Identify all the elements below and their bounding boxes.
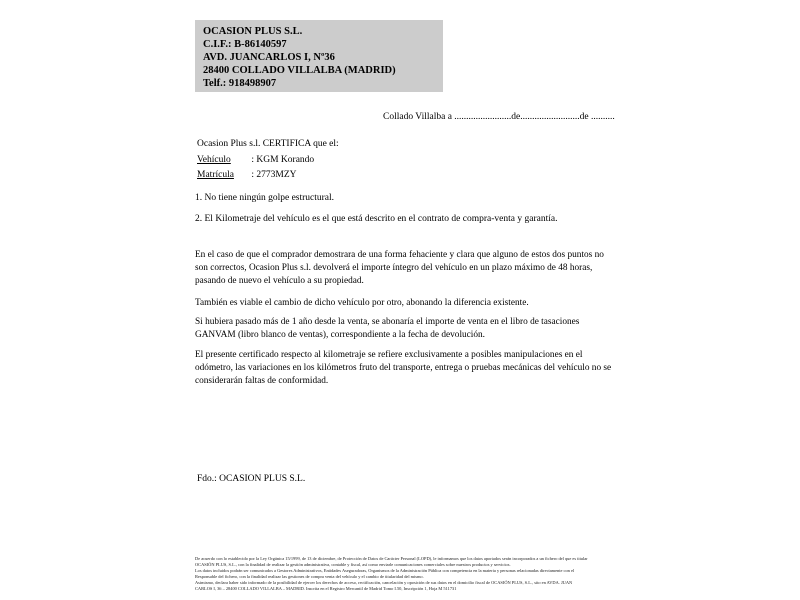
- company-city: 28400 COLLADO VILLALBA (MADRID): [203, 65, 396, 76]
- legal-line-3: Los datos incluidos podrán ser comunicados a Gestores Administrativos, Entidades Aseguradoras, Organismos de la Administración Pública con competencia en la materia y personas relacionadas directamente con el: [195, 567, 575, 573]
- company-header-box: [195, 20, 443, 92]
- legal-line-1: De acuerdo con lo establecido por la Ley Orgánica 15/1999, de 13 de diciembre, de Protección de Datos de Carácter Personal (LOPD), le informamos que los datos aportados serán incorporados a un fichero del que es titular: [195, 556, 588, 561]
- company-phone: Telf.: 918498907: [203, 78, 277, 89]
- paragraph-ganvam: Si hubiera pasado más de 1 año desde la venta, se abonaría el importe de venta en el libro de tasaciones GANVAM (libro blanco de ventas), correspondiente a la fecha de devolución.: [195, 317, 580, 340]
- vehicle-value: : KGM Korando: [251, 154, 315, 165]
- plate-value: : 2773MZY: [251, 170, 297, 180]
- legal-line-2: OCASIÓN PLUS, S.L., con la finalidad de realizar la gestión administrativa, contable y fiscal, así como enviarle comunicaciones comerciales sobre nuestros productos y servicios.: [195, 561, 511, 567]
- legal-line-4: Responsable del fichero, con la finalidad realizar las gestiones de compra venta del vehículo y el cambio de titularidad del mismo.: [195, 573, 424, 579]
- vehicle-label: Vehículo: [197, 154, 231, 165]
- company-name: OCASION PLUS S.L.: [203, 26, 303, 37]
- vehicle-line: [197, 153, 339, 169]
- point-structural: 1. No tiene ningún golpe estructural.: [195, 193, 335, 203]
- certify-intro: Ocasion Plus s.l. CERTIFICA que el:: [197, 139, 339, 149]
- signature-line: Fdo.: OCASION PLUS S.L.: [197, 474, 306, 484]
- company-cif: C.I.F.: B-86140597: [203, 39, 287, 50]
- paragraph-odometer: El presente certificado respecto al kilometraje se refiere exclusivamente a posibles manipulaciones en el odómetro, las variaciones en los kilómetros fruto del transporte, entrega o pruebas mecánicas del vehículo no se considerarán faltas de conformidad.: [195, 350, 612, 386]
- paragraph-refund: En el caso de que el comprador demostrara de una forma fehaciente y clara que alguno de estos dos puntos no son correctos, Ocasion Plus s.l. devolverá el importe íntegro del vehículo en un plazo máximo de 48 horas, pasando de nuevo el vehículo a su propiedad.: [195, 250, 604, 286]
- paragraph-exchange: También es viable el cambio de dicho vehículo por otro, abonando la diferencia existente.: [195, 298, 529, 308]
- point-mileage: 2. El Kilometraje del vehículo es el que está descrito en el contrato de compra-venta y garantía.: [195, 214, 558, 224]
- legal-line-6: CARLOS I, 36 – 28400 COLLADO VILLALBA – MADRID. Inscrita en el Registro Mercantil de Madrid Tomo I.50, Inscripción 1, Hoja M 511731: [195, 585, 457, 591]
- date-line: Collado Villalba a ........................de.........................de ..........: [383, 112, 615, 122]
- company-address: AVD. JUANCARLOS I, Nº36: [203, 52, 335, 63]
- plate-line: [197, 168, 339, 184]
- legal-disclaimer: [195, 556, 635, 591]
- plate-label: Matrícula: [197, 170, 234, 180]
- certification-block: [197, 137, 339, 184]
- legal-line-5: Asimismo, declara haber sido informado de la posibilidad de ejercer los derechos de acceso, rectificación, cancelación y oposición de sus datos en el domicilio fiscal de OCASIÓN PLUS, S.L., sito en AVDA. JUAN: [195, 579, 573, 585]
